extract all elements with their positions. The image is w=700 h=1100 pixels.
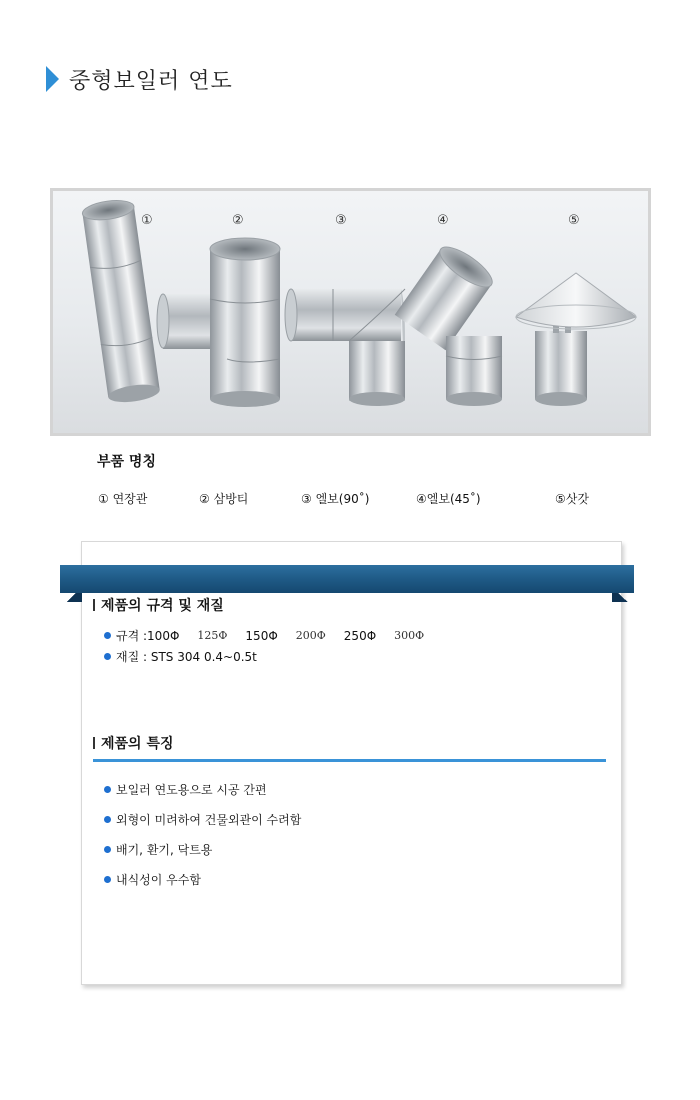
size-value: 300Φ [394, 629, 425, 642]
ribbon-fold-left [60, 593, 82, 602]
bullet-dot-icon [104, 786, 111, 793]
feature-text: 외형이 미려하여 건물외관이 수려함 [116, 813, 302, 827]
ribbon-fold-right [612, 593, 634, 602]
bullet-dot-icon [104, 816, 111, 823]
size-value: 100Φ [147, 628, 180, 643]
part-name-1: ① 연장관 [98, 492, 148, 506]
feature-item [104, 781, 267, 798]
size-value: 125Φ [197, 629, 228, 642]
marker-4: ④ [437, 213, 449, 228]
size-value: 200Φ [295, 629, 326, 642]
part-name-4: ④엘보(45˚) [416, 492, 481, 506]
spec-heading-text: 제품의 규격 및 재질 [101, 598, 224, 614]
product-photo [50, 188, 651, 436]
part-name-5: ⑤삿갓 [555, 492, 589, 506]
page-title-block [46, 64, 233, 94]
marker-1: ① [141, 213, 153, 228]
elbow-45-pipe [395, 240, 502, 406]
features-heading [93, 733, 174, 753]
size-label: 규격 : [116, 629, 148, 643]
feature-text: 내식성이 우수함 [116, 873, 201, 887]
feature-item [104, 811, 301, 828]
bullet-dot-icon [104, 632, 111, 639]
page-title: 중형보일러 연도 [69, 68, 233, 94]
rain-cap [516, 273, 636, 406]
bullet-dot-icon [104, 846, 111, 853]
card-ribbon [60, 565, 634, 593]
feature-item [104, 841, 212, 858]
title-arrow-icon [46, 66, 59, 92]
tee-pipe [157, 238, 280, 407]
features-divider [93, 759, 606, 762]
feature-text: 배기, 환기, 닥트용 [116, 843, 213, 857]
extension-pipe [81, 198, 161, 405]
bullet-dot-icon [104, 876, 111, 883]
part-name-2: ② 삼방티 [199, 492, 249, 506]
feature-item [104, 871, 201, 888]
bullet-dot-icon [104, 653, 111, 660]
heading-bar-icon [93, 737, 95, 749]
size-value: 150Φ [245, 628, 278, 643]
size-value: 250Φ [343, 628, 377, 643]
spec-size-row [104, 627, 442, 644]
spec-heading [93, 595, 224, 615]
marker-5: ⑤ [568, 213, 580, 228]
marker-3: ③ [335, 213, 347, 228]
heading-bar-icon [93, 599, 95, 611]
material-text: 재질 : STS 304 0.4~0.5t [116, 650, 257, 664]
feature-text: 보일러 연도용으로 시공 간편 [116, 783, 267, 797]
marker-2: ② [232, 213, 244, 228]
elbow-90-pipe [285, 289, 405, 406]
features-heading-text: 제품의 특징 [101, 736, 174, 752]
part-name-3: ③ 엘보(90˚) [301, 492, 370, 506]
spec-material-row [104, 648, 257, 665]
parts-heading: 부품 명칭 [97, 454, 156, 470]
